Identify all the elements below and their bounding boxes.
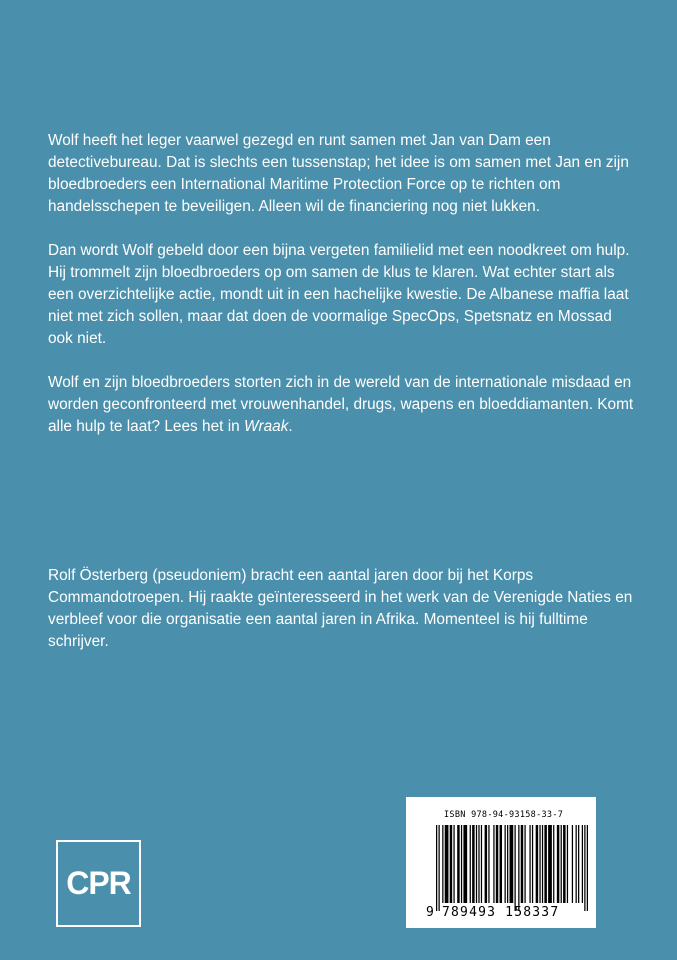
publisher-logo xyxy=(56,840,141,927)
barcode-bar xyxy=(557,825,559,903)
blurb-paragraph-3 xyxy=(48,372,638,438)
barcode-bar xyxy=(561,825,562,903)
barcode-bar xyxy=(472,825,474,903)
barcode-bar xyxy=(532,825,533,903)
barcode-bar xyxy=(457,825,459,903)
barcode-bar xyxy=(587,825,588,911)
barcode-bar xyxy=(542,825,543,903)
barcode-bar xyxy=(578,825,579,903)
barcode-bar xyxy=(478,825,479,903)
barcode-bar xyxy=(500,825,502,903)
barcode-bar xyxy=(572,825,573,903)
barcode-bar xyxy=(461,825,462,903)
barcode-bars xyxy=(436,825,588,911)
barcode-bar xyxy=(548,825,552,903)
barcode-bar xyxy=(576,825,577,903)
blurb-paragraph-2: Dan wordt Wolf gebeld door een bijna vergeten familielid met een noodkreet om hulp. Hij trommelt zijn bloedbroeders op om samen de klus te klaren. Wat echter start als een overzichtelijke actie, mondt uit in een hachelijke kwestie. De Albanese maffia laat niet met zich sollen, maar dat doen de voormalige SpecOps, Spetsnatz en Mossad ook niet. xyxy=(48,242,630,347)
blurb-paragraph-3-end: . xyxy=(288,418,293,435)
barcode-bar xyxy=(470,825,471,903)
barcode-bar xyxy=(510,825,514,903)
barcode-bar xyxy=(521,825,523,903)
barcode-bar xyxy=(438,825,439,911)
barcode-bar xyxy=(539,825,540,903)
barcode-bar xyxy=(524,825,525,903)
barcode-bar xyxy=(563,825,565,903)
barcode-bar xyxy=(450,825,452,903)
isbn-barcode xyxy=(406,797,596,928)
barcode-bar xyxy=(445,825,449,903)
barcode-bar xyxy=(505,825,506,903)
barcode-bar xyxy=(582,825,583,903)
barcode-bar xyxy=(507,825,508,903)
author-bio-text: Rolf Österberg (pseudoniem) bracht een aantal jaren door bij het Korps Commandotroepen. Hij raakte geïnteresseerd in het werk van de Verenigde Naties en verbleef voor die organisatie een aantal jaren in Afrika. Momenteel is hij fulltime schrijver. xyxy=(48,567,633,650)
barcode-bar xyxy=(485,825,487,903)
barcode-bar xyxy=(493,825,494,903)
blurb-paragraph-3-text: Wolf en zijn bloedbroeders storten zich in de wereld van de internationale misdaad en worden geconfronteerd met vrouwenhandel, drugs, wapens en bloeddiamanten. Komt alle hulp te laat? Lees het in xyxy=(48,374,634,435)
publisher-logo-text: CPR xyxy=(66,865,131,901)
barcode-bar xyxy=(442,825,443,903)
barcode-bar xyxy=(481,825,482,903)
barcode-first-digit: 9 xyxy=(426,905,434,920)
back-cover-blurb xyxy=(48,130,638,460)
barcode-bar xyxy=(488,825,489,903)
barcode-bar xyxy=(536,825,538,903)
barcode-bar xyxy=(463,825,467,903)
barcode-bar xyxy=(514,825,515,911)
barcode-bar xyxy=(496,825,498,903)
barcode-bar xyxy=(436,825,437,911)
barcode-bar xyxy=(584,825,585,911)
barcode-bar xyxy=(453,825,454,903)
isbn-label: ISBN 978-94-93158-33-7 xyxy=(444,810,564,820)
author-bio xyxy=(48,565,638,653)
book-title: Wraak xyxy=(243,418,289,435)
barcode-bar xyxy=(553,825,554,903)
barcode-bar xyxy=(476,825,477,903)
barcode-bar xyxy=(544,825,546,903)
blurb-paragraph-1: Wolf heeft het leger vaarwel gezegd en runt samen met Jan van Dam een detectivebureau. Dat is slechts een tussenstap; het idee is om samen met Jan en zijn bloedbroeders een International Maritime Protection Force op te richten om handelsschepen te beveiligen. Alleen wil de financiering nog niet lukken. xyxy=(48,132,629,215)
barcode-bar xyxy=(518,825,519,911)
barcode-bar xyxy=(529,825,530,903)
barcode-digits: 789493 158337 xyxy=(442,905,560,920)
barcode-bar xyxy=(567,825,568,903)
